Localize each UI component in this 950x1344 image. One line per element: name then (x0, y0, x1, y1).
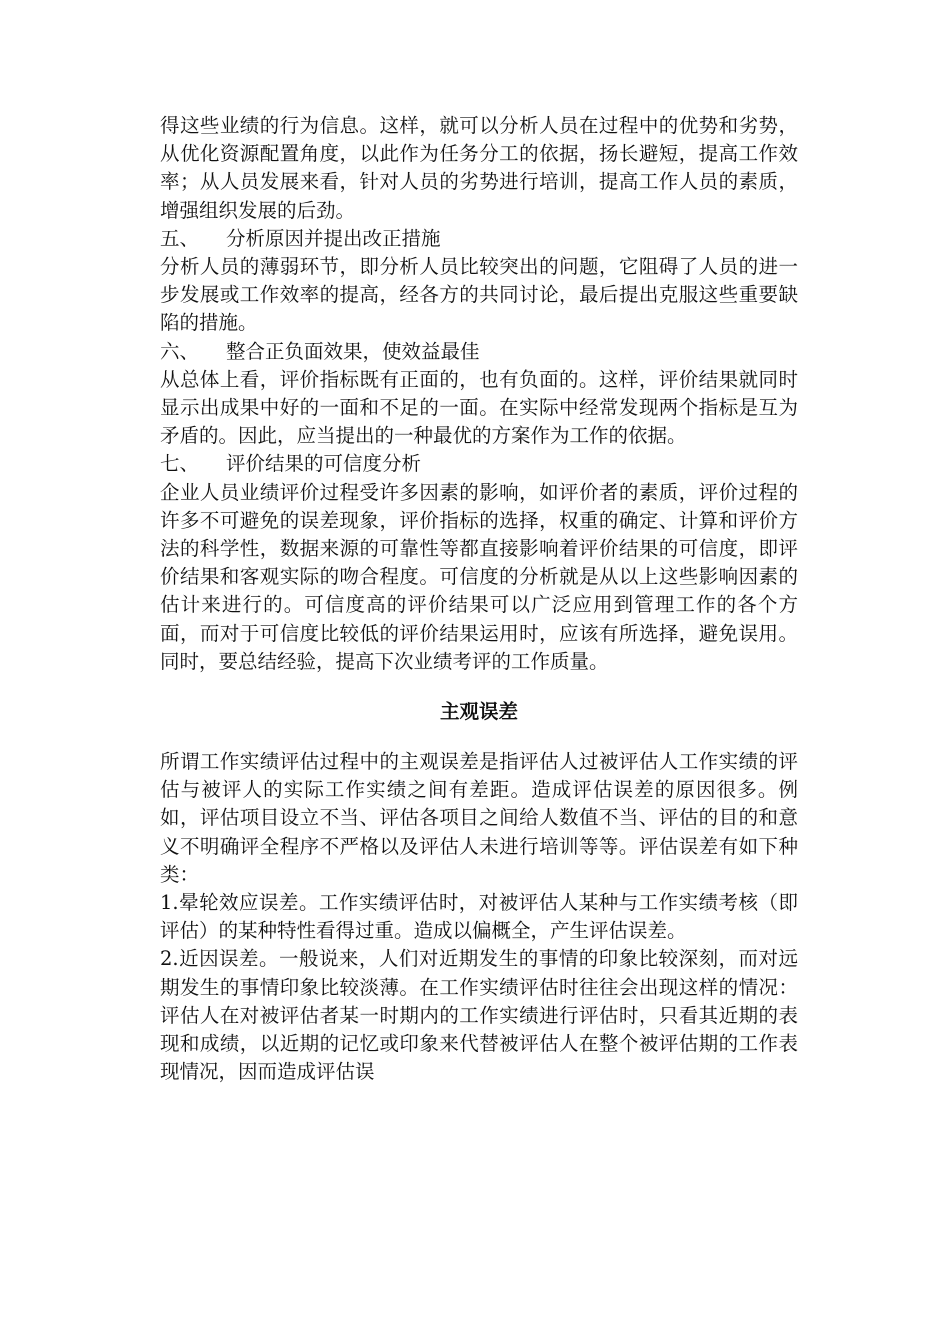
paragraph-weak-points: 分析人员的薄弱环节，即分析人员比较突出的问题，它阻碍了人员的进一步发展或工作效率的提高，经各方的共同讨论，最后提出克服这些重要缺陷的措施。 (160, 255, 798, 335)
section-heading-7 (160, 450, 798, 478)
section-title: 整合正负面效果，使效益最佳 (226, 339, 480, 363)
section-heading-6 (160, 338, 798, 366)
paragraph-recency-error: 2.近因误差。一般说来，人们对近期发生的事情的印象比较深刻，而对远期发生的事情印象比较淡薄。在工作实绩评估时往往会出现这样的情况：评估人在对被评估者某一时期内的工作实绩进行评估时，只看其近期的表现和成绩，以近期的记忆或印象来代替被评估人在整个被评估期的工作表现情况，因而造成评估误 (160, 947, 798, 1084)
section-title: 评价结果的可信度分析 (226, 452, 422, 476)
document-title: 主观误差 (439, 700, 518, 724)
paragraph-halo-effect: 1.晕轮效应误差。工作实绩评估时，对被评估人某种与工作实绩考核（即评估）的某种特性看得过重。造成以偏概全，产生评估误差。 (160, 891, 798, 943)
section-title: 分析原因并提出改正措施 (226, 226, 441, 250)
section-number: 六、 (160, 339, 200, 363)
paragraph-credibility: 企业人员业绩评价过程受许多因素的影响，如评价者的素质，评价过程的许多不可避免的误差现象，评价指标的选择，权重的确定、计算和评价方法的科学性，数据来源的可靠性等都直接影响着评价结果的可信度，即评价结果和客观实际的吻合程度。可信度的分析就是从以上这些影响因素的估计来进行的。可信度高的评价结果可以广泛应用到管理工作的各个方面，而对于可信度比较低的评价结果运用时，应该有所选择，避免误用。同时，要总结经验，提高下次业绩考评的工作质量。 (160, 480, 798, 673)
paragraph-positive-negative: 从总体上看，评价指标既有正面的，也有负面的。这样，评价结果就同时显示出成果中好的一面和不足的一面。在实际中经常发现两个指标是互为矛盾的。因此，应当提出的一种最优的方案作为工作的依据。 (160, 367, 798, 448)
paragraph-subjective-error: 所谓工作实绩评估过程中的主观误差是指评估人过被评估人工作实绩的评估与被评人的实际工作实绩之间有差距。造成评估误差的原因很多。例如，评估项目设立不当、评估各项目之间给人数值不当、评估的目的和意义不明确评全程序不严格以及评估人未进行培训等等。评估误差有如下种类： (160, 750, 798, 886)
section-number: 七、 (160, 452, 200, 476)
document-page (160, 112, 798, 1087)
section-number: 五、 (160, 226, 200, 250)
paragraph-behavior-info: 得这些业绩的行为信息。这样，就可以分析人员在过程中的优势和劣势，从优化资源配置角度，以此作为任务分工的依据，扬长避短，提高工作效率；从人员发展来看，针对人员的劣势进行培训，提高工作人员的素质，增强组织发展的后劲。 (160, 114, 798, 222)
section-heading-5 (160, 225, 798, 253)
